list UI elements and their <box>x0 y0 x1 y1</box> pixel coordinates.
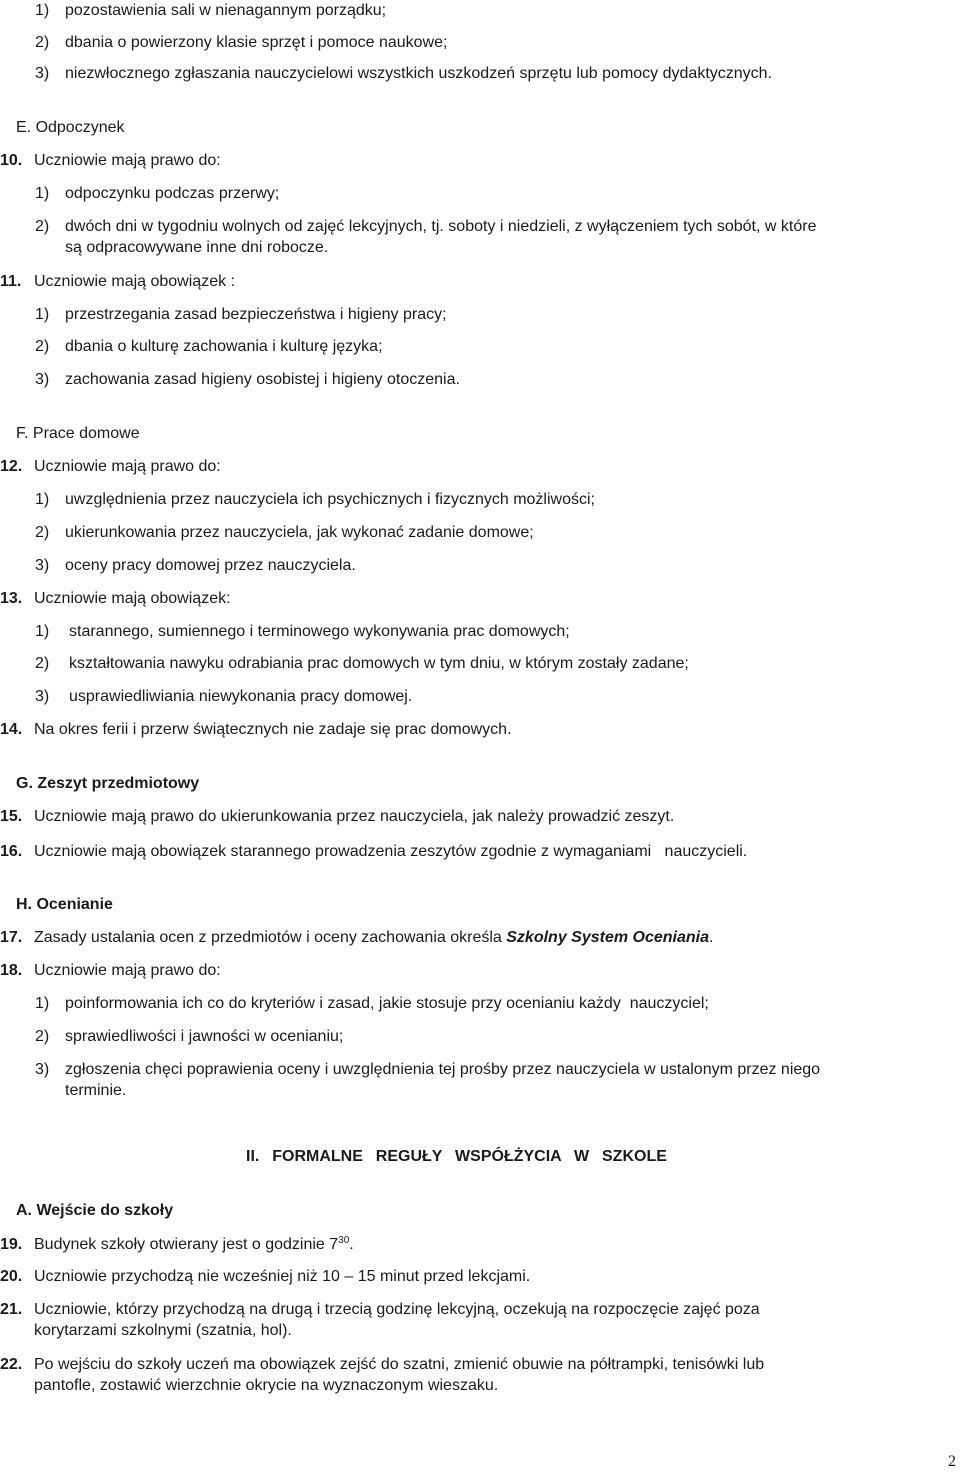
section-heading-g: G. Zeszyt przedmiotowy <box>16 775 200 792</box>
paragraph-20: 20. Uczniowie przychodzą nie wcześniej niż 10 – 15 minut przed lekcjami. <box>0 1268 531 1285</box>
list-item-continuation: są odpracowywane inne dni robocze. <box>65 239 329 256</box>
chapter-title: II. FORMALNE REGUŁY WSPÓŁŻYCIA W SZKOLE <box>246 1148 667 1165</box>
paragraph-12: 12. Uczniowie mają prawo do: <box>0 458 221 475</box>
list-item-continuation: terminie. <box>65 1082 127 1099</box>
paragraph-10: 10. Uczniowie mają prawo do: <box>0 152 221 169</box>
paragraph-19: 19. Budynek szkoły otwierany jest o godzinie $7^{30}$. <box>0 1235 354 1253</box>
paragraph-continuation: pantofle, zostawić wierzchnie okrycie na wyznaczonym wieszaku. <box>34 1377 499 1394</box>
paragraph-18: 18. Uczniowie mają prawo do: <box>0 962 221 979</box>
list-item: 1) pozostawienia sali w nienagannym porządku; <box>35 2 387 19</box>
list-item: 1) uwzględnienia przez nauczyciela ich psychicznych i fizycznych możliwości; <box>35 491 595 508</box>
list-item: 1) poinformowania ich co do kryteriów i zasad, jakie stosuje przy ocenianiu każdy nauczyciel; <box>35 995 709 1012</box>
paragraph-22: 22. Po wejściu do szkoły uczeń ma obowiązek zejść do szatni, zmienić obuwie na półtrampki, tenisówki lub <box>0 1356 765 1373</box>
list-item: 2) dbania o kulturę zachowania i kulturę języka; <box>35 338 383 355</box>
emphasis-system-name: Szkolny System Oceniania <box>506 929 709 946</box>
list-item: 3) zgłoszenia chęci poprawienia oceny i uwzględnienia tej prośby przez nauczyciela w ustalonym przez niego <box>35 1061 821 1078</box>
paragraph-13: 13. Uczniowie mają obowiązek: <box>0 590 231 607</box>
list-item: 2) dbania o powierzony klasie sprzęt i pomoce naukowe; <box>35 34 448 51</box>
list-item: 2) sprawiedliwości i jawności w ocenianiu; <box>35 1028 344 1045</box>
list-item: 3) niezwłocznego zgłaszania nauczycielowi wszystkich uszkodzeń sprzętu lub pomocy dydaktycznych. <box>35 65 772 82</box>
section-heading-h: H. Ocenianie <box>16 896 113 913</box>
paragraph-17: 17. Zasady ustalania ocen z przedmiotów i oceny zachowania określa Szkolny System Oceniania. <box>0 929 714 946</box>
section-heading-f: F. Prace domowe <box>16 425 140 442</box>
list-item: 1) przestrzegania zasad bezpieczeństwa i higieny pracy; <box>35 306 447 323</box>
section-heading-e: E. Odpoczynek <box>16 119 125 136</box>
list-item: 3) zachowania zasad higieny osobistej i higieny otoczenia. <box>35 371 460 388</box>
list-item: 2) ukierunkowania przez nauczyciela, jak wykonać zadanie domowe; <box>35 524 534 541</box>
section-heading-a: A. Wejście do szkoły <box>16 1202 174 1219</box>
list-item: 1) odpoczynku podczas przerwy; <box>35 185 280 202</box>
paragraph-14: 14. Na okres ferii i przerw świątecznych nie zadaje się prac domowych. <box>0 721 512 738</box>
superscript-minutes: 30 <box>338 1235 350 1246</box>
list-item: 2) kształtowania nawyku odrabiania prac domowych w tym dniu, w którym zostały zadane; <box>35 655 689 672</box>
page-number: 2 <box>948 1453 956 1470</box>
paragraph-11: 11. Uczniowie mają obowiązek : <box>0 273 235 290</box>
paragraph-continuation: korytarzami szkolnymi (szatnia, hol). <box>34 1322 292 1339</box>
paragraph-21: 21. Uczniowie, którzy przychodzą na drugą i trzecią godzinę lekcyjną, oczekują na rozpoczęcie zajęć poza <box>0 1301 760 1318</box>
list-item: 3) usprawiedliwiania niewykonania pracy domowej. <box>35 688 413 705</box>
list-item: 3) oceny pracy domowej przez nauczyciela. <box>35 557 356 574</box>
paragraph-16: 16. Uczniowie mają obowiązek starannego prowadzenia zeszytów zgodnie z wymaganiami nauczycieli. <box>0 843 748 860</box>
paragraph-15: 15. Uczniowie mają prawo do ukierunkowania przez nauczyciela, jak należy prowadzić zeszyt. <box>0 808 675 825</box>
list-item: 2) dwóch dni w tygodniu wolnych od zajęć lekcyjnych, tj. soboty i niedzieli, z wyłączeniem tych sobót, w które <box>35 218 817 235</box>
list-item: 1) starannego, sumiennego i terminowego wykonywania prac domowych; <box>35 623 570 640</box>
